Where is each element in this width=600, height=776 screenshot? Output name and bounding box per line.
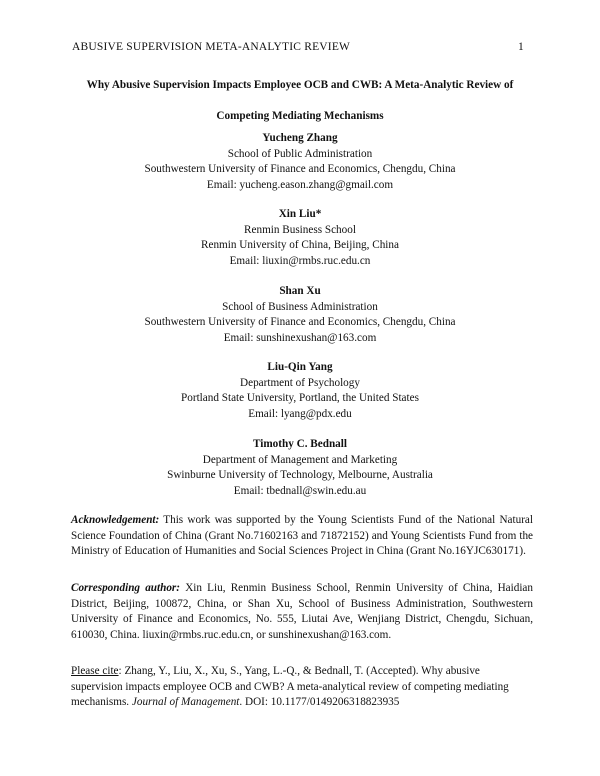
author-name: Liu-Qin Yang xyxy=(267,361,333,373)
author-block xyxy=(40,131,560,193)
running-head: ABUSIVE SUPERVISION META-ANALYTIC REVIEW xyxy=(72,41,351,53)
author-block xyxy=(40,437,560,499)
author-department: Department of Management and Marketing xyxy=(202,453,398,466)
author-institution: Renmin University of China, Beijing, China xyxy=(201,239,399,251)
author-email: Email: lyang@pdx.edu xyxy=(248,407,352,420)
author-email: Email: sunshinexushan@163.com xyxy=(223,331,377,344)
author-email: Email: yucheng.eason.zhang@gmail.com xyxy=(206,178,394,191)
acknowledgement-paragraph xyxy=(71,513,533,560)
author-block xyxy=(40,360,560,422)
corresponding-author-label: Corresponding author: xyxy=(71,582,181,594)
citation-colon: : xyxy=(118,665,122,677)
author-name: Shan Xu xyxy=(279,285,321,297)
author-block xyxy=(40,284,560,346)
author-email: Email: liuxin@rmbs.ruc.edu.cn xyxy=(229,254,371,267)
author-department: Department of Psychology xyxy=(240,376,360,389)
author-institution: Southwestern University of Finance and Economics, Chengdu, China xyxy=(144,316,456,328)
author-email: Email: tbednall@swin.edu.au xyxy=(233,484,367,497)
author-block xyxy=(40,207,560,269)
citation-label: Please cite xyxy=(71,665,119,677)
citation-journal: Journal of Management xyxy=(131,696,240,708)
acknowledgement-text: This work was supported by the Young Scientists Fund of the National Natural Science Foundation of China (Grant No.71602163 and 71872152) and Young Scientists Fund from the Ministry of Education of Humanities and Social Sciences Project in China (Grant No.16YJC630171). xyxy=(71,514,533,557)
author-name: Timothy C. Bednall xyxy=(253,438,347,450)
paper-title-line-2: Competing Mediating Mechanisms xyxy=(216,110,384,122)
corresponding-author-text: Xin Liu, Renmin Business School, Renmin University of China, Haidian District, Beijing, 100872, China, or Shan Xu, School of Business Administration, Southwestern University of Finance and Economics, No. 555, Liutai Ave, Wenjiang District, Chengdu, Sichuan, 610030, China. liuxin@rmbs.ruc.edu.cn, or sunshinexushan@163.com. xyxy=(71,582,533,641)
corresponding-author-paragraph xyxy=(71,581,533,643)
author-institution: Portland State University, Portland, the United States xyxy=(181,392,419,404)
acknowledgement-label: Acknowledgement: xyxy=(71,514,160,526)
citation-paragraph xyxy=(71,664,533,711)
citation-text: Zhang, Y., Liu, X., Xu, S., Yang, L.-Q., & Bednall, T. (Accepted). Why abusive supervision impacts employee OCB and CWB? A meta-analytical review of competing mediating mechanisms. xyxy=(71,665,509,708)
author-department: School of Public Administration xyxy=(227,147,373,160)
author-department: Renmin Business School xyxy=(244,223,356,236)
author-department: School of Business Administration xyxy=(222,300,378,313)
author-institution: Swinburne University of Technology, Melbourne, Australia xyxy=(167,469,433,481)
author-name: Xin Liu* xyxy=(278,208,322,220)
page-number: 1 xyxy=(518,41,524,53)
paper-title-line-1: Why Abusive Supervision Impacts Employee OCB and CWB: A Meta-Analytic Review of xyxy=(86,79,514,91)
author-institution: Southwestern University of Finance and Economics, Chengdu, China xyxy=(144,163,456,175)
citation-doi: . DOI: 10.1177/0149206318823935 xyxy=(239,696,400,708)
author-name: Yucheng Zhang xyxy=(262,132,338,144)
